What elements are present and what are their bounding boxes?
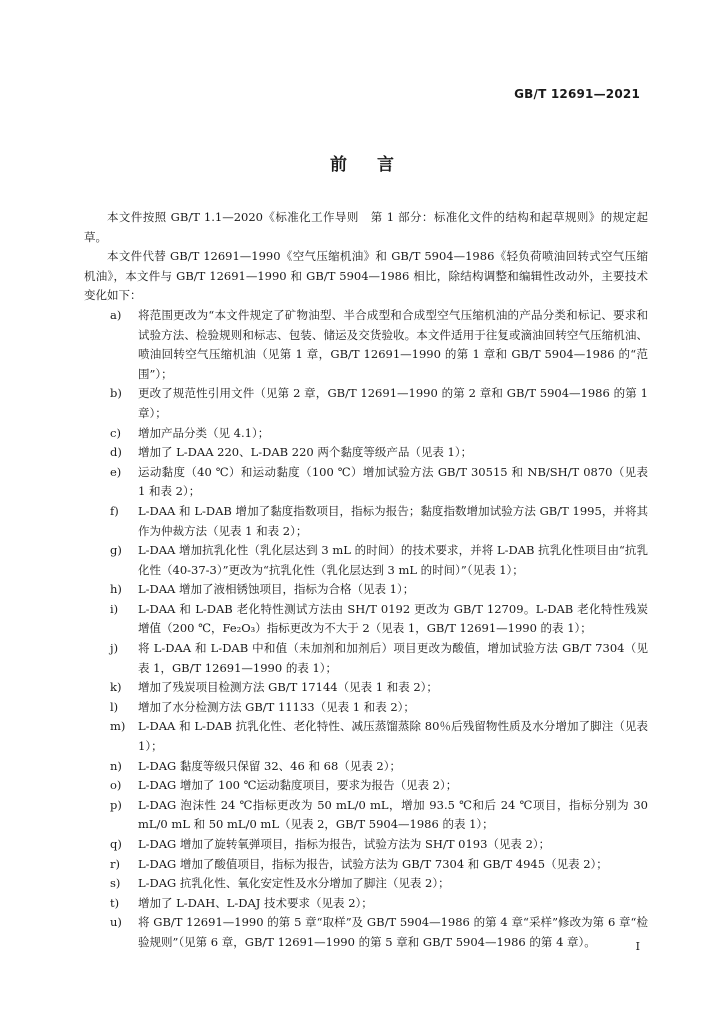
- list-marker: l): [110, 699, 119, 714]
- list-item-text: L-DAG 增加了酸值项目，指标为报告，试验方法为 GB/T 7304 和 GB/T 4945（见表 2）；: [138, 856, 608, 871]
- list-item-text: 将范围更改为“本文件规定了矿物油型、半合成型和合成型空气压缩机油的产品分类和标记、要求和试验方法、检验规则和标志、包装、储运及交货验收。本文件适用于往复或滴油回转空气压缩机油、喷油回转空气压缩机油（见第 1 章，GB/T 12691—1990 的第 1 章和 GB/T 5904—1986 的“范围”）；: [138, 307, 648, 381]
- list-marker: n): [110, 758, 122, 773]
- list-item: [84, 717, 648, 756]
- list-marker: j): [110, 641, 119, 656]
- list-item: [84, 874, 648, 894]
- list-item-text: L-DAA 和 L-DAB 老化特性测试方法由 SH/T 0192 更改为 GB/T 12709。L-DAB 老化特性残炭增值（200 ℃，Fe₂O₃）指标更改为不大于 2（见表 1，GB/T 12691—1990 的表 1）；: [138, 601, 648, 636]
- list-marker: d): [110, 445, 122, 460]
- list-item: [84, 600, 648, 639]
- list-item-text: 将 L-DAA 和 L-DAB 中和值（未加剂和加剂后）项目更改为酸值，增加试验方法 GB/T 7304（见表 1，GB/T 12691—1990 的表 1）；: [138, 641, 648, 675]
- list-item: [84, 502, 648, 541]
- list-marker: t): [110, 895, 120, 910]
- list-item-text: 将 GB/T 12691—1990 的第 5 章“取样”及 GB/T 5904—1986 的第 4 章“采样”修改为第 6 章“检验规则”（见第 6 章，GB/T 12691—1990 的第 5 章和 GB/T 5904—1986 的第 4 章）。: [138, 915, 648, 949]
- change-list: [84, 306, 648, 953]
- list-item-text: 增加产品分类（见 4.1）；: [138, 425, 270, 440]
- list-marker: a): [110, 307, 122, 322]
- list-item-text: L-DAG 增加了旋转氧弹项目，指标为报告，试验方法为 SH/T 0193（见表 2）；: [138, 837, 551, 851]
- list-item: [84, 306, 648, 384]
- list-marker: r): [110, 856, 120, 871]
- page-title: 前言: [330, 155, 424, 175]
- list-item: [84, 639, 648, 678]
- list-item-text: L-DAG 泡沫性 24 ℃指标更改为 50 mL/0 mL，增加 93.5 ℃和后 24 ℃项目，指标分别为 30 mL/0 mL 和 50 mL/0 mL（见表 2，GB/T 5904—1986 的表 1）；: [138, 797, 648, 832]
- paragraph-replacement: 本文件代替 GB/T 12691—1990《空气压缩机油》和 GB/T 5904—1986《轻负荷喷油回转式空气压缩机油》，本文件与 GB/T 12691—1990 和 GB/T 5904—1986 相比，除结构调整和编辑性改动外，主要技术变化如下：: [84, 249, 648, 303]
- list-marker: k): [110, 680, 122, 695]
- standard-number: GB/T 12691—2021: [514, 87, 640, 101]
- list-item: [84, 424, 648, 444]
- list-item-text: 运动黏度（40 ℃）和运动黏度（100 ℃）增加试验方法 GB/T 30515 和 NB/SH/T 0870（见表 1 和表 2）；: [138, 464, 648, 499]
- list-item-text: L-DAG 黏度等级只保留 32、46 和 68（见表 2）；: [138, 758, 401, 773]
- list-item: [84, 443, 648, 463]
- list-item: [84, 913, 648, 952]
- document-body: [84, 208, 648, 953]
- list-marker: g): [110, 543, 122, 558]
- page-number: I: [635, 940, 640, 953]
- list-item-text: 增加了 L-DAH、L-DAJ 技术要求（见表 2）；: [138, 895, 373, 910]
- list-item: [84, 384, 648, 423]
- list-item-text: L-DAG 抗乳化性、氧化安定性及水分增加了脚注（见表 2）；: [138, 876, 450, 891]
- list-item-text: L-DAG 增加了 100 ℃运动黏度项目，要求为报告（见表 2）；: [138, 778, 458, 793]
- list-marker: b): [110, 386, 122, 401]
- list-item-text: 更改了规范性引用文件（见第 2 章，GB/T 12691—1990 的第 2 章和 GB/T 5904—1986 的第 1 章）；: [138, 386, 648, 420]
- list-marker: i): [110, 601, 119, 616]
- list-marker: o): [110, 778, 122, 793]
- list-item: [84, 776, 648, 796]
- list-marker: q): [110, 837, 122, 851]
- list-marker: s): [110, 876, 121, 891]
- list-item: [84, 796, 648, 835]
- list-item: [84, 463, 648, 502]
- list-item: [84, 757, 648, 777]
- list-item: [84, 678, 648, 698]
- list-item: [84, 698, 648, 718]
- list-item-text: L-DAA 和 L-DAB 抗乳化性、老化特性、减压蒸馏蒸除 80％后残留物性质及水分增加了脚注（见表 1）；: [138, 719, 648, 754]
- list-item-text: 增加了 L-DAA 220、L-DAB 220 两个黏度等级产品（见表 1）；: [138, 445, 473, 460]
- list-marker: e): [110, 464, 122, 479]
- list-item: [84, 894, 648, 914]
- list-marker: h): [110, 582, 122, 597]
- list-marker: u): [110, 915, 122, 930]
- list-item-text: L-DAA 增加抗乳化性（乳化层达到 3 mL 的时间）的技术要求，并将 L-DAB 抗乳化性项目由“抗乳化性（40-37-3）”更改为“抗乳化性（乳化层达到 3 mL 的时间）”（见表 1）；: [138, 543, 648, 577]
- list-item-text: 增加了水分检测方法 GB/T 11133（见表 1 和表 2）；: [138, 699, 415, 714]
- list-item-text: L-DAA 和 L-DAB 增加了黏度指数项目，指标为报告；黏度指数增加试验方法 GB/T 1995，并将其作为仲裁方法（见表 1 和表 2）；: [138, 503, 648, 538]
- list-item: [84, 541, 648, 580]
- list-item: [84, 835, 648, 855]
- list-item-text: 增加了残炭项目检测方法 GB/T 17144（见表 1 和表 2）；: [138, 680, 438, 695]
- list-item: [84, 855, 648, 875]
- list-marker: c): [110, 425, 121, 440]
- list-item-text: L-DAA 增加了液相锈蚀项目，指标为合格（见表 1）；: [138, 582, 415, 597]
- list-item: [84, 580, 648, 600]
- list-marker: m): [110, 719, 126, 734]
- list-marker: p): [110, 797, 122, 812]
- list-marker: f): [110, 503, 119, 518]
- paragraph-drafting-rules: 本文件按照 GB/T 1.1—2020《标准化工作导则 第 1 部分：标准化文件的结构和起草规则》的规定起草。: [84, 210, 648, 244]
